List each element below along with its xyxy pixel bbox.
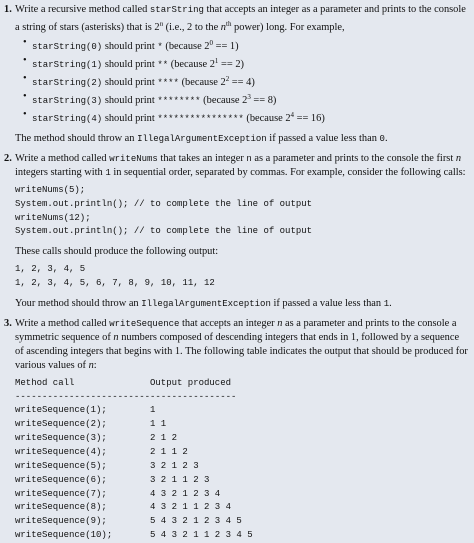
problem-1-intro: Write a recursive method called starString that accepts an integer as a parameter and prints to the console a string of stars (asterisks) that is 2$^n$ (i.e., 2 to the $n^{th}$ power) long. For example, [15, 4, 466, 33]
output-line: 1, 2, 3, 4, 5 [15, 264, 86, 275]
output-block [15, 263, 468, 291]
method-name: writeNums [109, 154, 158, 164]
problem-1 [4, 3, 468, 146]
table-row: writeSequence(10); 5 4 3 2 1 1 2 3 4 5 [15, 530, 253, 541]
table-row: writeSequence(3); 2 1 2 [15, 433, 178, 444]
list-item: • starString(1) should print ** (because $2^1 == 2$) [23, 54, 468, 72]
list-item: • starString(3) should print ******** (because $2^3 == 8$) [23, 90, 468, 108]
table-row: writeSequence(7); 4 3 2 1 2 3 4 [15, 488, 221, 499]
list-item: • starString(2) should print **** (because $2^2 == 4$) [23, 72, 468, 90]
table-row: writeSequence(9); 5 4 3 2 1 2 3 4 5 [15, 516, 242, 527]
code-block [15, 184, 468, 239]
problem-number: 1. [4, 4, 12, 15]
problem-3-intro: Write a method called writeSequence that accepts an integer n as a parameter and prints to the console a symmetric sequence of n numbers composed of descending integers that ends in 1, followed by a sequence of ascending integers that begins with 1. The following table indicates the output that should be produced for various values of n: [15, 317, 468, 371]
problem-1-exception-note: The method should throw an IllegalArgumentException if passed a value less than 0. [15, 133, 388, 144]
problem-2-exception-note: Your method should throw an IllegalArgumentException if passed a value less than 1. [15, 297, 392, 309]
table-row: writeSequence(1); 1 [15, 405, 156, 416]
code-line: System.out.println(); // to complete the line of output [15, 198, 313, 209]
code-line: writeNums(12); [15, 212, 91, 223]
example-list [15, 36, 468, 126]
list-item: • starString(4) should print **************** (because $2^4 == 16$) [23, 108, 468, 126]
table-row: writeSequence(6); 3 2 1 1 2 3 [15, 474, 210, 485]
method-name: writeSequence [109, 318, 180, 329]
method-name: starString [149, 5, 204, 15]
output-line: 1, 2, 3, 4, 5, 6, 7, 8, 9, 10, 11, 12 [15, 277, 215, 288]
table-rule: ----------------------------------------- [15, 391, 237, 402]
problem-2-intro: Write a method called writeNums that takes an integer n as a parameter and prints to the console the first n integers starting with 1 in sequential order, separated by commas. For example, consider the following calls: [15, 153, 466, 178]
problem-number: 3. [4, 317, 12, 329]
list-item: • starString(0) should print * (because $2^0 == 1$) [23, 36, 468, 54]
problem-number: 2. [4, 153, 12, 164]
code-line: writeNums(5); [15, 185, 86, 195]
table-header: Method call Output produced [15, 377, 232, 388]
problem-3 [4, 317, 468, 543]
code-line: System.out.println(); // to complete the line of output [15, 226, 313, 237]
table-row: writeSequence(5); 3 2 1 2 3 [15, 460, 199, 471]
table-row: writeSequence(2); 1 1 [15, 419, 167, 430]
table-row: writeSequence(8); 4 3 2 1 1 2 3 4 [15, 502, 232, 513]
table-row: writeSequence(4); 2 1 1 2 [15, 447, 188, 457]
output-intro: These calls should produce the following output: [15, 246, 219, 258]
problem-2 [4, 152, 468, 311]
sequence-table [15, 377, 468, 543]
